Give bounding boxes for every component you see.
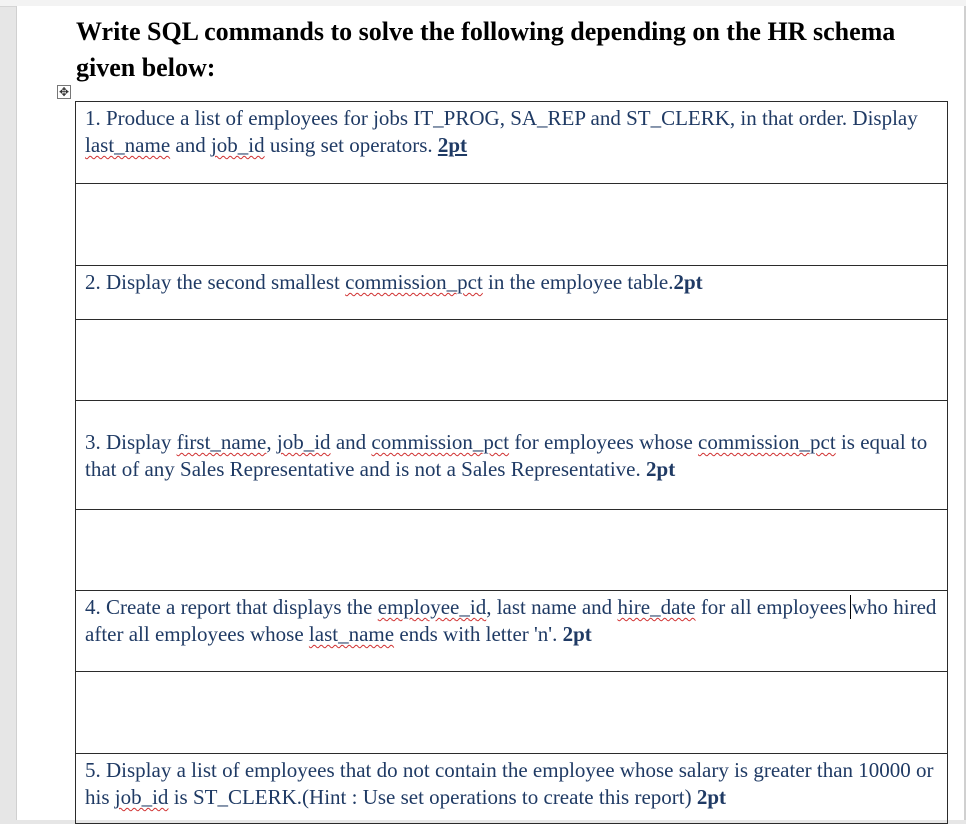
spellcheck-word: job_id xyxy=(276,430,331,454)
spellcheck-word: last_name xyxy=(308,622,395,646)
table-row xyxy=(76,401,948,510)
answer-cell-4[interactable] xyxy=(76,672,948,754)
points-label: 2pt xyxy=(696,785,727,809)
document-page[interactable] xyxy=(16,6,966,820)
points-label: 2pt xyxy=(646,457,676,481)
question-cell-4[interactable]: 4. Create a report that displays the employee_id, last name and hire_date for all employees who hired after all employees whose last_name ends with letter 'n'. 2pt xyxy=(76,591,948,672)
table-row xyxy=(76,320,948,401)
spellcheck-word: commission_pct xyxy=(698,430,836,454)
question-cell-2[interactable]: 2. Display the second smallest commission_pct in the employee table.2pt xyxy=(76,266,948,320)
answer-cell-2[interactable] xyxy=(76,320,948,401)
document-heading: Write SQL commands to solve the following depending on the HR schema given below: xyxy=(76,17,896,82)
table-row xyxy=(76,266,948,320)
answer-cell-3[interactable] xyxy=(76,510,948,591)
questions-table xyxy=(75,101,948,824)
spellcheck-word: job_id xyxy=(114,785,169,809)
question-cell-5[interactable]: 5. Display a list of employees that do not contain the employee whose salary is greater than 10000 or his job_id is ST_CLERK.(Hint : Use set operations to create this report) 2pt xyxy=(76,754,948,824)
table-row xyxy=(76,672,948,754)
points-label: 2pt xyxy=(562,622,592,646)
question-cell-3[interactable]: 3. Display first_name, job_id and commission_pct for employees whose commission_pct is equal to that of any Sales Representative and is not a Sales Representative. 2pt xyxy=(76,401,948,510)
spellcheck-word: job_id xyxy=(210,133,265,157)
spellcheck-word: commission_pct xyxy=(345,270,483,294)
spellcheck-word: first_name xyxy=(176,430,267,454)
table-row xyxy=(76,102,948,184)
table-move-handle-icon[interactable]: ✥ xyxy=(58,85,70,99)
points-label: 2pt xyxy=(673,270,703,294)
spellcheck-word: employee_id xyxy=(377,595,487,619)
points-label: 2pt xyxy=(437,133,468,157)
spellcheck-word: last_name xyxy=(85,133,171,157)
table-row xyxy=(76,754,948,824)
question-cell-1[interactable]: 1. Produce a list of employees for jobs IT_PROG, SA_REP and ST_CLERK, in that order. Display last_name and job_id using set operators. 2pt xyxy=(76,102,948,184)
table-row xyxy=(76,510,948,591)
spellcheck-word: hire_date xyxy=(617,595,696,619)
spellcheck-word: commission_pct xyxy=(371,430,510,454)
table-row xyxy=(76,184,948,266)
text-cursor: who hired after all employees whose xyxy=(85,595,937,646)
answer-cell-1[interactable] xyxy=(76,184,948,266)
table-row xyxy=(76,591,948,672)
